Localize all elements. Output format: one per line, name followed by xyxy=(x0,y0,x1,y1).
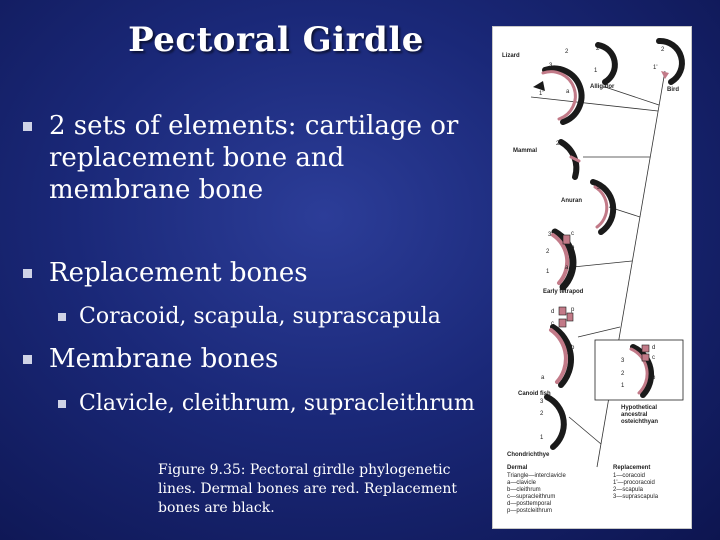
legend-dermal-title: Dermal xyxy=(507,465,528,471)
girdle-early-tetrapod xyxy=(553,232,573,287)
legend-replacement xyxy=(613,473,659,500)
bone-label-2-mammal: 2 xyxy=(556,141,560,147)
bullet-text: 2 sets of elements: cartilage or replacement bone and membrane bone xyxy=(49,111,459,205)
bullet-marker xyxy=(23,122,32,131)
bone-label-3-anuran: 3 xyxy=(597,185,601,191)
bone-label-2-alligator: 2 xyxy=(596,46,600,52)
bullet-marker xyxy=(23,269,32,278)
girdle-canoid-fish xyxy=(551,307,573,385)
bone-label-b-canoid-fish: b xyxy=(571,345,575,351)
bullet-marker xyxy=(58,313,66,321)
bone-label-1p-bird: 1' xyxy=(653,65,658,71)
bone-label-3-ancestral: 3 xyxy=(621,358,625,364)
branch-canoid-fish xyxy=(578,327,620,337)
taxon-lizard: Lizard xyxy=(502,53,520,59)
bullet-text: Replacement bones xyxy=(49,258,308,288)
taxon-ancestral xyxy=(621,405,659,425)
bone-label-3-chondrichthye: 3 xyxy=(540,399,544,405)
legend-replacement-title: Replacement xyxy=(613,465,651,471)
taxon-alligator: Alligator xyxy=(590,84,615,90)
bullet-marker xyxy=(23,355,32,364)
legend-replacement-line: 1'—procoracoid xyxy=(613,480,655,486)
girdle-mammal xyxy=(561,142,579,177)
bone-label-3-lizard: 3 xyxy=(549,63,553,69)
bone-label-a-lizard: a xyxy=(566,89,570,95)
bone-label-c-canoid-fish: c xyxy=(551,321,554,327)
taxon-canoid-fish: Canoid fish xyxy=(518,391,551,397)
taxon-bird: Bird xyxy=(667,87,679,93)
legend-dermal-line: Triangle—interclavicle xyxy=(507,473,566,479)
bone-label-a-early-tetrapod: a xyxy=(565,265,569,271)
bone-label-c-early-tetrapod: c xyxy=(571,231,574,237)
taxon-chondrichthye: Chondrichthye xyxy=(507,452,550,458)
taxon-early-tetrapod: Early tetrapod xyxy=(543,289,584,295)
bone-label-1-ancestral: 1 xyxy=(621,383,625,389)
legend-replacement-line: 1—coracoid xyxy=(613,473,646,479)
bone-label-b-early-tetrapod: b xyxy=(571,245,575,251)
girdle-alligator xyxy=(598,45,615,82)
bone-label-2-bird: 2 xyxy=(661,47,665,53)
bullet-marker xyxy=(58,400,66,408)
phylogeny-diagram xyxy=(493,27,691,528)
taxon-ancestral-line1: Hypothetical xyxy=(621,405,658,411)
bone-label-d-ancestral: d xyxy=(652,345,656,351)
bone-label-c-ancestral: c xyxy=(652,355,655,361)
bone-label-3-early-tetrapod: 3 xyxy=(548,232,552,238)
taxon-anuran: Anuran xyxy=(561,198,582,204)
taxon-ancestral-line3: osteichthyan xyxy=(621,419,659,425)
girdle-chondrichthye xyxy=(547,397,564,447)
bullet-membrane-bones xyxy=(49,343,278,375)
taxon-mammal: Mammal xyxy=(513,148,538,154)
bone-label-1-alligator: 1 xyxy=(594,68,598,74)
slide-title: Pectoral Girdle xyxy=(128,20,424,60)
bullet-text: Clavicle, cleithrum, supracleithrum xyxy=(79,391,475,416)
bone-label-2-ancestral: 2 xyxy=(621,371,625,377)
bullet-elements xyxy=(49,110,469,206)
bullet-replacement-bones xyxy=(49,257,469,289)
bullet-text: Coracoid, scapula, suprascapula xyxy=(79,304,441,329)
bone-label-b-ancestral: b xyxy=(652,375,656,381)
bone-label-2-chondrichthye: 2 xyxy=(540,411,544,417)
bone-label-1p-lizard: 1' xyxy=(539,91,544,97)
bone-label-d-canoid-fish: d xyxy=(551,309,555,315)
bone-label-2-lizard: 2 xyxy=(565,49,569,55)
bone-label-1-early-tetrapod: 1 xyxy=(546,269,550,275)
branch-chondrichthye xyxy=(569,417,601,444)
legend-dermal-line: c—supracleithrum xyxy=(507,494,556,500)
legend-dermal-line: a—clavicle xyxy=(507,480,537,486)
figure-caption: Figure 9.35: Pectoral girdle phylogenetic lines. Dermal bones are red. Replacement bones are black. xyxy=(158,462,457,516)
branch-early-tetrapod xyxy=(573,261,632,267)
legend-dermal-line: b—cleithrum xyxy=(507,487,541,493)
legend-dermal-line: p—postcleithrum xyxy=(507,508,553,514)
bone-label-p-canoid-fish: p xyxy=(571,307,575,313)
bone-label-2-early-tetrapod: 2 xyxy=(546,249,550,255)
subbullet-membrane-list xyxy=(79,390,475,418)
legend-dermal xyxy=(507,473,566,514)
bone-label-a-canoid-fish: a xyxy=(541,375,545,381)
taxon-ancestral-line2: ancestral xyxy=(621,412,648,418)
subbullet-replacement-list xyxy=(79,303,441,331)
phylogeny-figure xyxy=(492,26,692,529)
legend-replacement-line: 2—scapula xyxy=(613,487,644,493)
branch-lizard xyxy=(531,97,658,111)
bone-label-1-chondrichthye: 1 xyxy=(540,435,544,441)
legend-dermal-line: d—posttemporal xyxy=(507,501,552,507)
legend-replacement-line: 3—suprascapula xyxy=(613,494,659,500)
bullet-text: Membrane bones xyxy=(49,344,279,374)
